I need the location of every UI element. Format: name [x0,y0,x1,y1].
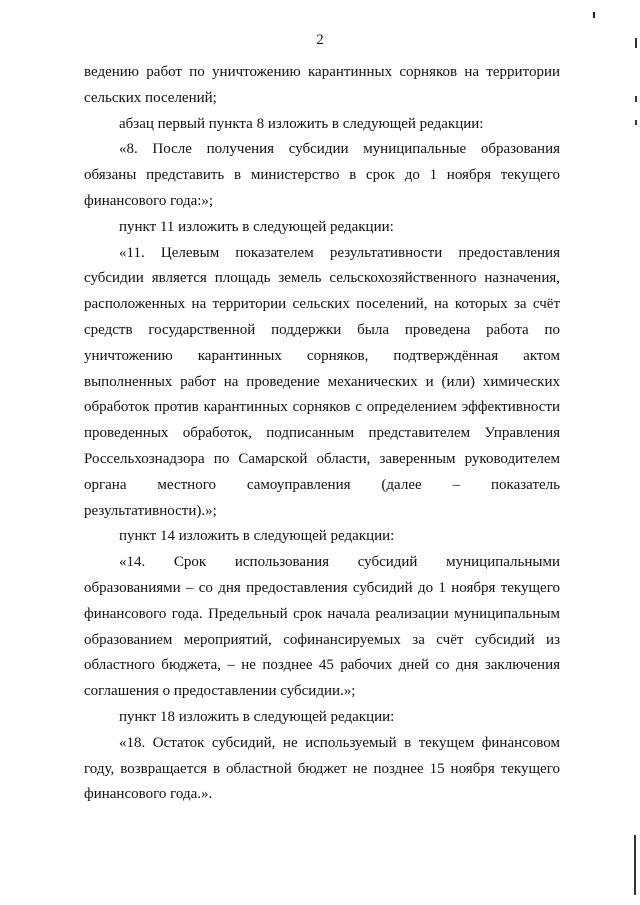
paragraph-amendment-clause-11-intro: пункт 11 изложить в следующей редакции: [119,218,394,235]
paragraph-clause-11-text: «11. Целевым показателем результативности предоставления субсидии является площадь земель сельскохозяйственного назначения, расположенных на территории сельских поселений, на которых за счёт средств государственной поддержки была проведена работа по уничтожению карантинных сорняков, подтверждённая актом выполненных работ на проведение механических и (или) химических обработок против карантинных сорняков с определением эффективности проведенных обработок, подписанным представителем Управления Россельхознадзора по Самарской области, заверенным руководителем органа местного самоуправления (далее – показатель результативности).»; [84,244,560,519]
scan-artifact-mark [593,12,595,18]
paragraph-amendment-clause-14-intro: пункт 14 изложить в следующей редакции: [119,528,395,545]
paragraph-clause-18-text: «18. Остаток субсидий, не используемый в текущем финансовом году, возвращается в областной бюджет не позднее 15 ноября текущего финансового года.». [84,734,560,803]
paragraph-clause-14-text: «14. Срок использования субсидий муниципальными образованиями – со дня предоставления субсидий до 1 ноября текущего финансового года. Предельный срок начала реализации муниципальным образованием мероприятий, софинансируемых за счёт субсидий из областного бюджета, – не позднее 45 рабочих дней со дня заключения соглашения о предоставлении субсидии.»; [84,554,560,700]
paragraph-continuation: ведению работ по уничтожению карантинных сорняков на территории сельских поселений; [84,64,560,106]
paragraph-amendment-clause-18-intro: пункт 18 изложить в следующей редакции: [119,708,395,725]
page-number: 2 [316,32,324,48]
scan-edge-artifact [627,0,640,905]
paragraph-clause-8-text: «8. После получения субсидии муниципальные образования обязаны представить в министерство в срок до 1 ноября текущего финансового года:»; [84,141,560,209]
document-body [84,60,560,808]
paragraph-amendment-clause-8-intro: абзац первый пункта 8 изложить в следующей редакции: [119,115,484,132]
